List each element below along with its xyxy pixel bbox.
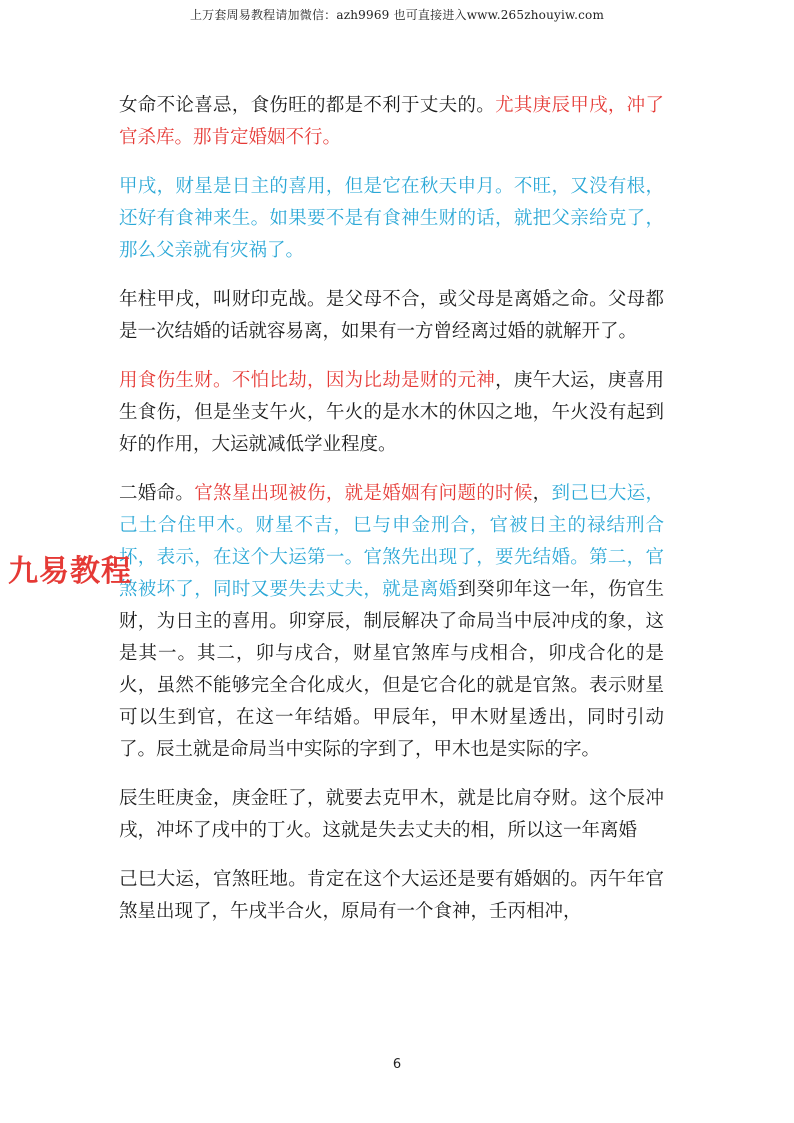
page-header: 上万套周易教程请加微信：azh9969 也可直接进入www.265zhouyiw.com [189, 8, 605, 22]
paragraph-7 [119, 864, 664, 928]
paragraph-1 [119, 90, 664, 154]
text-segment: 辰生旺庚金，庚金旺了，就要去克甲木，就是比肩夺财。这个辰冲戌，冲坏了戌中的丁火。这就是失去丈夫的相，所以这一年离婚 [119, 788, 664, 841]
highlight-cyan: 甲戌，财星是日主的喜用，但是它在秋天申月。不旺，又没有根，还好有食神来生。如果要不是有食神生财的话，就把父亲给克了，那么父亲就有灾祸了。 [119, 176, 664, 261]
text-segment: 己巳大运，官煞旺地。肯定在这个大运还是要有婚姻的。丙午年官煞星出现了，午戌半合火，原局有一个食神，壬丙相冲， [119, 869, 664, 922]
highlight-red: 尤其庚辰甲戌，冲了官杀库。那肯定婚姻不行。 [119, 95, 664, 148]
text-segment: 女命不论喜忌，食伤旺的都是不利于丈夫的。 [119, 95, 496, 116]
text-segment: ， [532, 483, 552, 504]
page-number: 6 [392, 1057, 402, 1072]
paragraph-5 [119, 478, 664, 766]
paragraph-3 [119, 284, 664, 348]
paragraph-2 [119, 171, 664, 267]
paragraph-6 [119, 783, 664, 847]
text-segment: 二婚命。 [119, 483, 195, 504]
text-segment: 年柱甲戌，叫财印克战。是父母不合，或父母是离婚之命。父母都是一次结婚的话就容易离，如果有一方曾经离过婚的就解开了。 [119, 289, 664, 342]
highlight-red: 用食伤生财。不怕比劫，因为比劫是财的元神 [119, 370, 496, 391]
text-segment: ，庚午大运，庚喜用生食伤，但是坐支午火，午火的是水木的休囚之地，午火没有起到好的作用，大运就减低学业程度。 [119, 370, 664, 455]
highlight-red: 官煞星出现被伤，就是婚姻有问题的时候 [194, 483, 533, 504]
paragraph-4 [119, 365, 664, 461]
document-body [119, 90, 664, 945]
watermark-logo: 九易教程 [8, 554, 132, 589]
text-segment: 到癸卯年这一年，伤官生财，为日主的喜用。卯穿辰，制辰解决了命局当中辰冲戌的象，这是其一。其二，卯与戌合，财星官煞库与戌相合，卯戌合化的是火，虽然不能够完全合化成火，但是它合化的就是官煞。表示财星可以生到官，在这一年结婚。甲辰年，甲木财星透出，同时引动了。辰土就是命局当中实际的字到了，甲木也是实际的字。 [119, 579, 664, 760]
highlight-cyan: 到己巳大运，己土合住甲木。财星不吉，巳与申金刑合，官被日主的禄结刑合坏，表示，在这个大运第一。官煞先出现了，要先结婚。第二，官煞被坏了，同时又要失去丈夫，就是离婚 [119, 483, 664, 600]
